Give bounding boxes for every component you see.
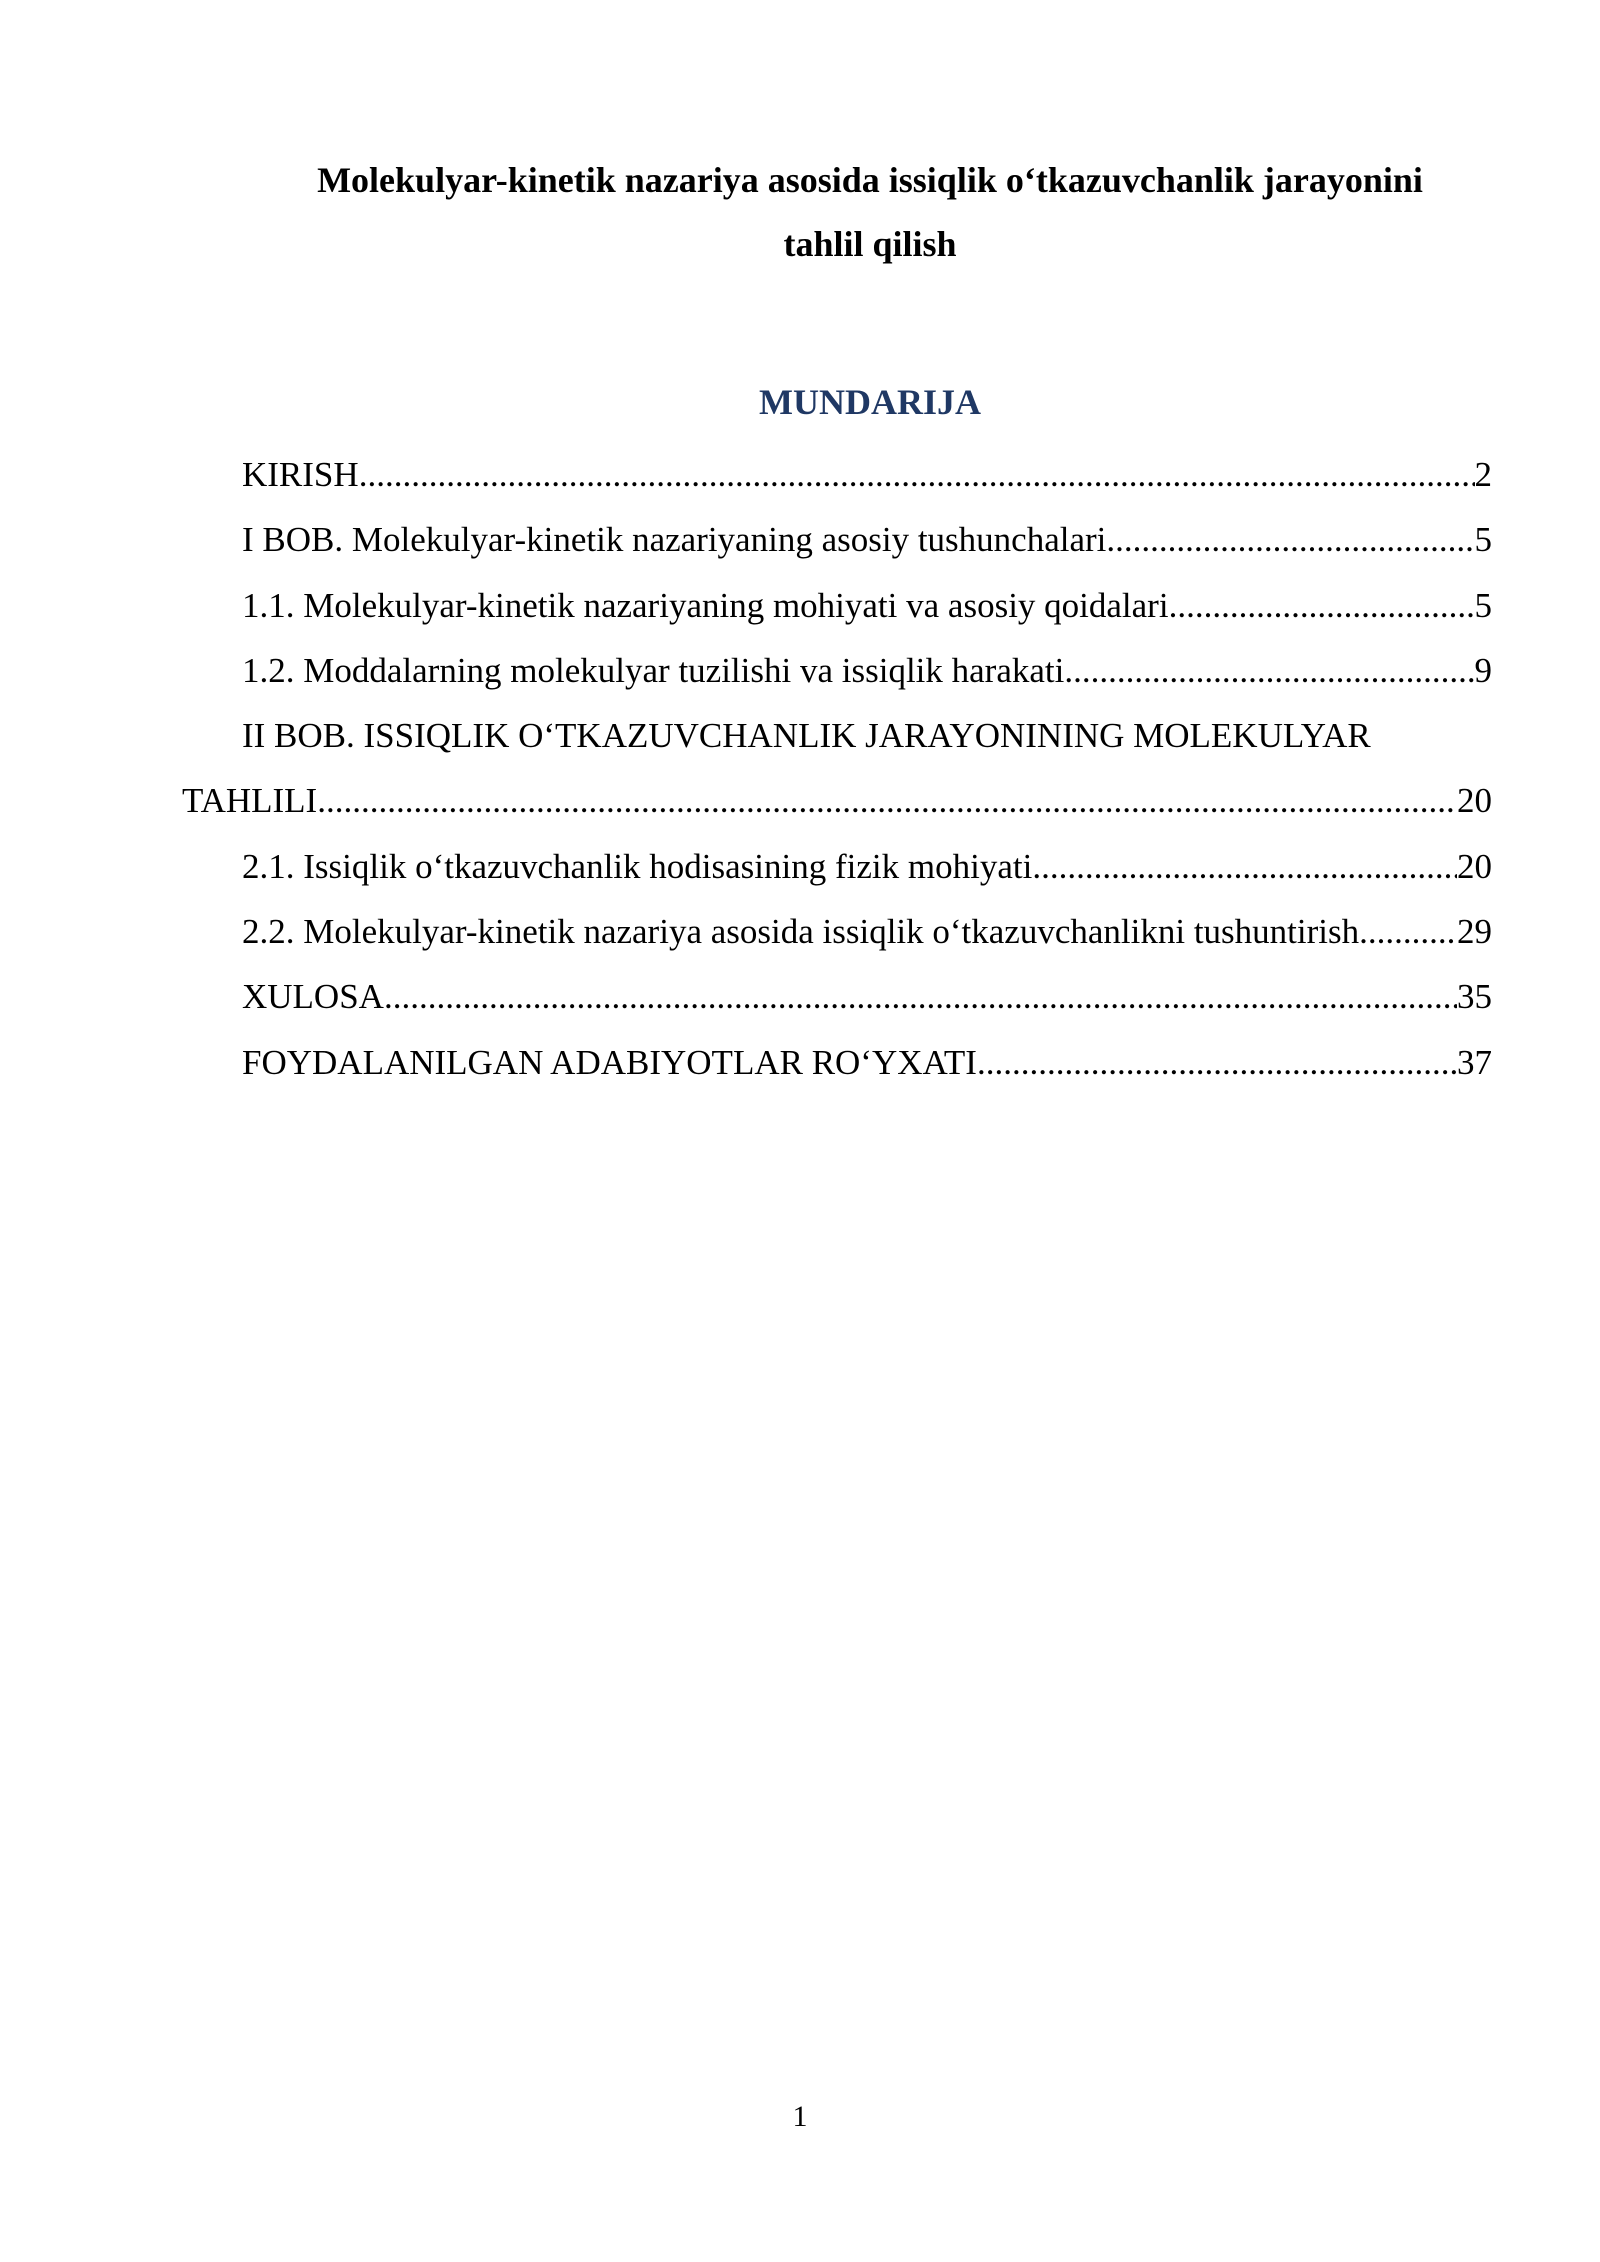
toc-entry-page: 35 bbox=[1457, 977, 1492, 1017]
toc-entry-title: 2.1. Issiqlik o‘tkazuvchanlik hodisasining fizik mohiyati bbox=[242, 846, 1033, 886]
toc-entry-page: 9 bbox=[1474, 650, 1492, 690]
toc-entry-title: 1.2. Moddalarning molekulyar tuzilishi va issiqlik harakati bbox=[242, 650, 1065, 690]
toc-leader-dots bbox=[1064, 638, 1474, 703]
toc-entry-page: 5 bbox=[1474, 585, 1492, 625]
table-of-contents bbox=[182, 442, 1492, 1095]
toc-entry[interactable] bbox=[182, 638, 1492, 703]
toc-entry-title: 1.1. Molekulyar-kinetik nazariyaning mohiyati va asosiy qoidalari bbox=[242, 585, 1169, 625]
toc-leader-dots bbox=[1359, 899, 1457, 964]
toc-entry-title: II BOB. ISSIQLIK O‘TKAZUVCHANLIK JARAYONINING MOLEKULYAR bbox=[242, 716, 1371, 756]
toc-leader-dots bbox=[1106, 507, 1474, 572]
toc-entry[interactable] bbox=[182, 834, 1492, 899]
toc-entry-page: 29 bbox=[1457, 912, 1492, 952]
toc-entry-title: FOYDALANILGAN ADABIYOTLAR RO‘YXATI bbox=[242, 1042, 977, 1082]
toc-entry[interactable] bbox=[182, 507, 1492, 572]
toc-entry-page: 37 bbox=[1457, 1042, 1492, 1082]
toc-leader-dots bbox=[977, 1030, 1457, 1095]
toc-leader-dots bbox=[1032, 834, 1457, 899]
toc-leader-dots bbox=[1169, 573, 1475, 638]
toc-entry-title: 2.2. Molekulyar-kinetik nazariya asosida issiqlik o‘tkazuvchanlikni tushuntirish bbox=[242, 912, 1360, 952]
toc-entry-page: 5 bbox=[1474, 520, 1492, 560]
document-title bbox=[240, 148, 1500, 276]
title-line-2: tahlil qilish bbox=[783, 224, 957, 264]
toc-leader-dots bbox=[359, 442, 1475, 507]
toc-entry[interactable] bbox=[182, 964, 1492, 1029]
toc-entry[interactable] bbox=[182, 703, 1492, 768]
toc-heading: MUNDARIJA bbox=[759, 382, 981, 422]
toc-entry-continuation[interactable] bbox=[182, 768, 1492, 833]
toc-entry-title: I BOB. Molekulyar-kinetik nazariyaning asosiy tushunchalari bbox=[242, 520, 1107, 560]
toc-entry-title: KIRISH bbox=[242, 455, 359, 494]
toc-entry[interactable] bbox=[182, 1030, 1492, 1095]
toc-entry-page: 20 bbox=[1457, 781, 1492, 821]
page-number: 1 bbox=[792, 2100, 808, 2133]
toc-entry[interactable] bbox=[182, 899, 1492, 964]
toc-leader-dots bbox=[317, 768, 1457, 833]
title-line-1: Molekulyar-kinetik nazariya asosida issiqlik o‘tkazuvchanlik jarayonini bbox=[317, 160, 1423, 200]
toc-leader-dots bbox=[384, 964, 1457, 1029]
toc-entry-title-continuation: TAHLILI bbox=[182, 781, 318, 821]
toc-entry-page: 20 bbox=[1457, 846, 1492, 886]
toc-entry[interactable] bbox=[182, 442, 1492, 507]
toc-entry-title: XULOSA bbox=[242, 977, 384, 1017]
toc-entry[interactable] bbox=[182, 573, 1492, 638]
toc-entry-page: 2 bbox=[1474, 455, 1492, 494]
